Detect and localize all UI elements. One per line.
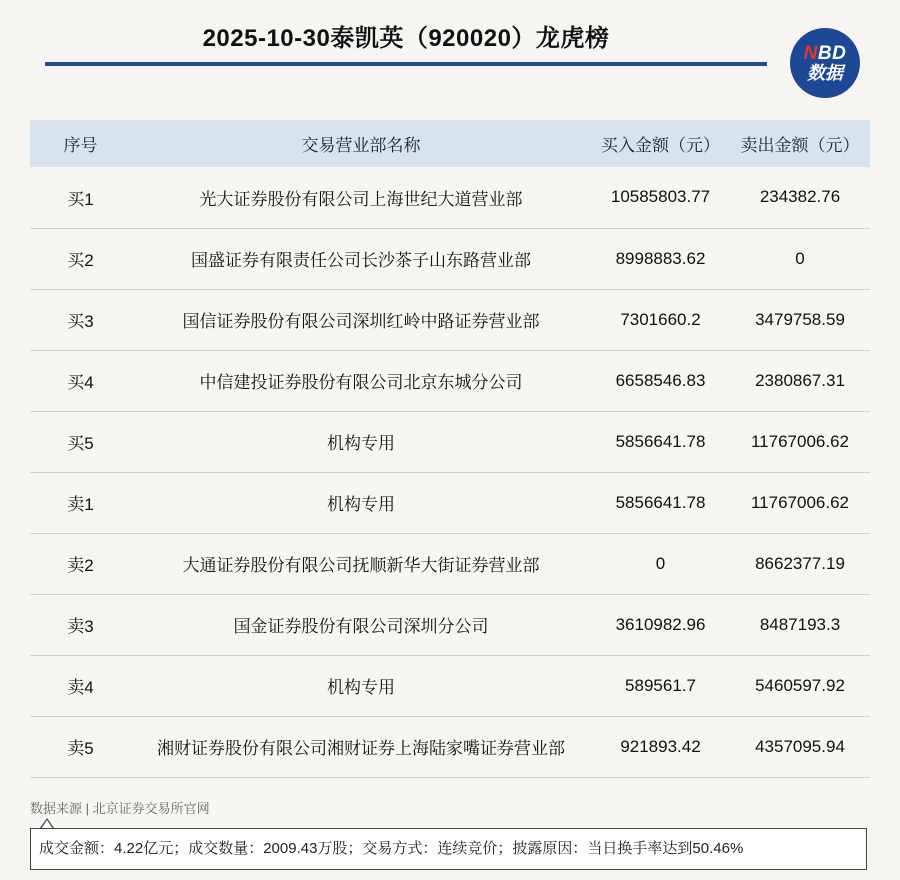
logo-letter-n: N — [803, 43, 818, 64]
row-index: 卖3 — [30, 594, 131, 655]
row-branch-name: 湘财证券股份有限公司湘财证券上海陆家嘴证券营业部 — [131, 716, 591, 777]
row-sell-amount: 11767006.62 — [730, 472, 870, 533]
row-index: 买1 — [30, 167, 131, 228]
row-sell-amount: 2380867.31 — [730, 350, 870, 411]
row-branch-name: 中信建投证券股份有限公司北京东城分公司 — [131, 350, 591, 411]
row-buy-amount: 8998883.62 — [591, 228, 730, 289]
row-branch-name: 国盛证券有限责任公司长沙茶子山东路营业部 — [131, 228, 591, 289]
row-branch-name: 机构专用 — [131, 472, 591, 533]
row-sell-amount: 8487193.3 — [730, 594, 870, 655]
row-index: 卖2 — [30, 533, 131, 594]
row-buy-amount: 921893.42 — [591, 716, 730, 777]
table-row — [30, 655, 870, 716]
row-buy-amount: 7301660.2 — [591, 289, 730, 350]
row-sell-amount: 234382.76 — [730, 167, 870, 228]
table-header-row — [30, 120, 870, 167]
row-branch-name: 国信证券股份有限公司深圳红岭中路证券营业部 — [131, 289, 591, 350]
row-branch-name: 机构专用 — [131, 411, 591, 472]
row-branch-name: 光大证券股份有限公司上海世纪大道营业部 — [131, 167, 591, 228]
row-buy-amount: 10585803.77 — [591, 167, 730, 228]
logo-letters-bd: BD — [817, 43, 847, 64]
table-row — [30, 472, 870, 533]
row-branch-name: 大通证券股份有限公司抚顺新华大街证券营业部 — [131, 533, 591, 594]
row-buy-amount: 589561.7 — [591, 655, 730, 716]
dragon-tiger-table — [30, 120, 870, 778]
row-index: 买3 — [30, 289, 131, 350]
row-index: 买5 — [30, 411, 131, 472]
table-row — [30, 716, 870, 777]
row-index: 卖5 — [30, 716, 131, 777]
data-source: 数据来源 | 北京证券交易所官网 — [30, 801, 210, 816]
row-buy-amount: 5856641.78 — [591, 411, 730, 472]
title-underline — [45, 62, 767, 66]
page-title: 2025-10-30泰凯英（920020）龙虎榜 — [202, 25, 610, 52]
row-sell-amount: 0 — [730, 228, 870, 289]
row-sell-amount: 5460597.92 — [730, 655, 870, 716]
row-branch-name: 国金证券股份有限公司深圳分公司 — [131, 594, 591, 655]
header-buy-amount: 买入金额（元） — [601, 136, 720, 155]
table-row — [30, 411, 870, 472]
row-buy-amount: 0 — [591, 533, 730, 594]
header-branch-name: 交易营业部名称 — [301, 136, 421, 155]
row-sell-amount: 4357095.94 — [730, 716, 870, 777]
row-index: 买4 — [30, 350, 131, 411]
table-row — [30, 350, 870, 411]
row-buy-amount: 3610982.96 — [591, 594, 730, 655]
row-sell-amount: 3479758.59 — [730, 289, 870, 350]
table-row — [30, 289, 870, 350]
row-sell-amount: 11767006.62 — [730, 411, 870, 472]
table-row — [30, 594, 870, 655]
nbd-logo — [790, 28, 860, 98]
table-row — [30, 533, 870, 594]
row-index: 卖1 — [30, 472, 131, 533]
row-branch-name: 机构专用 — [131, 655, 591, 716]
logo-text-bottom: 数据 — [807, 63, 843, 83]
logo-text-top — [804, 44, 847, 63]
row-buy-amount: 5856641.78 — [591, 472, 730, 533]
header-index: 序号 — [63, 136, 98, 155]
table-row — [30, 228, 870, 289]
row-sell-amount: 8662377.19 — [730, 533, 870, 594]
row-index: 买2 — [30, 228, 131, 289]
row-buy-amount: 6658546.83 — [591, 350, 730, 411]
header-sell-amount: 卖出金额（元） — [740, 136, 860, 155]
trade-summary-note: 成交金额：4.22亿元；成交数量：2009.43万股；交易方式：连续竞价；披露原因：当日换手率达到50.46% — [30, 828, 867, 870]
row-index: 卖4 — [30, 655, 131, 716]
table-row — [30, 167, 870, 228]
